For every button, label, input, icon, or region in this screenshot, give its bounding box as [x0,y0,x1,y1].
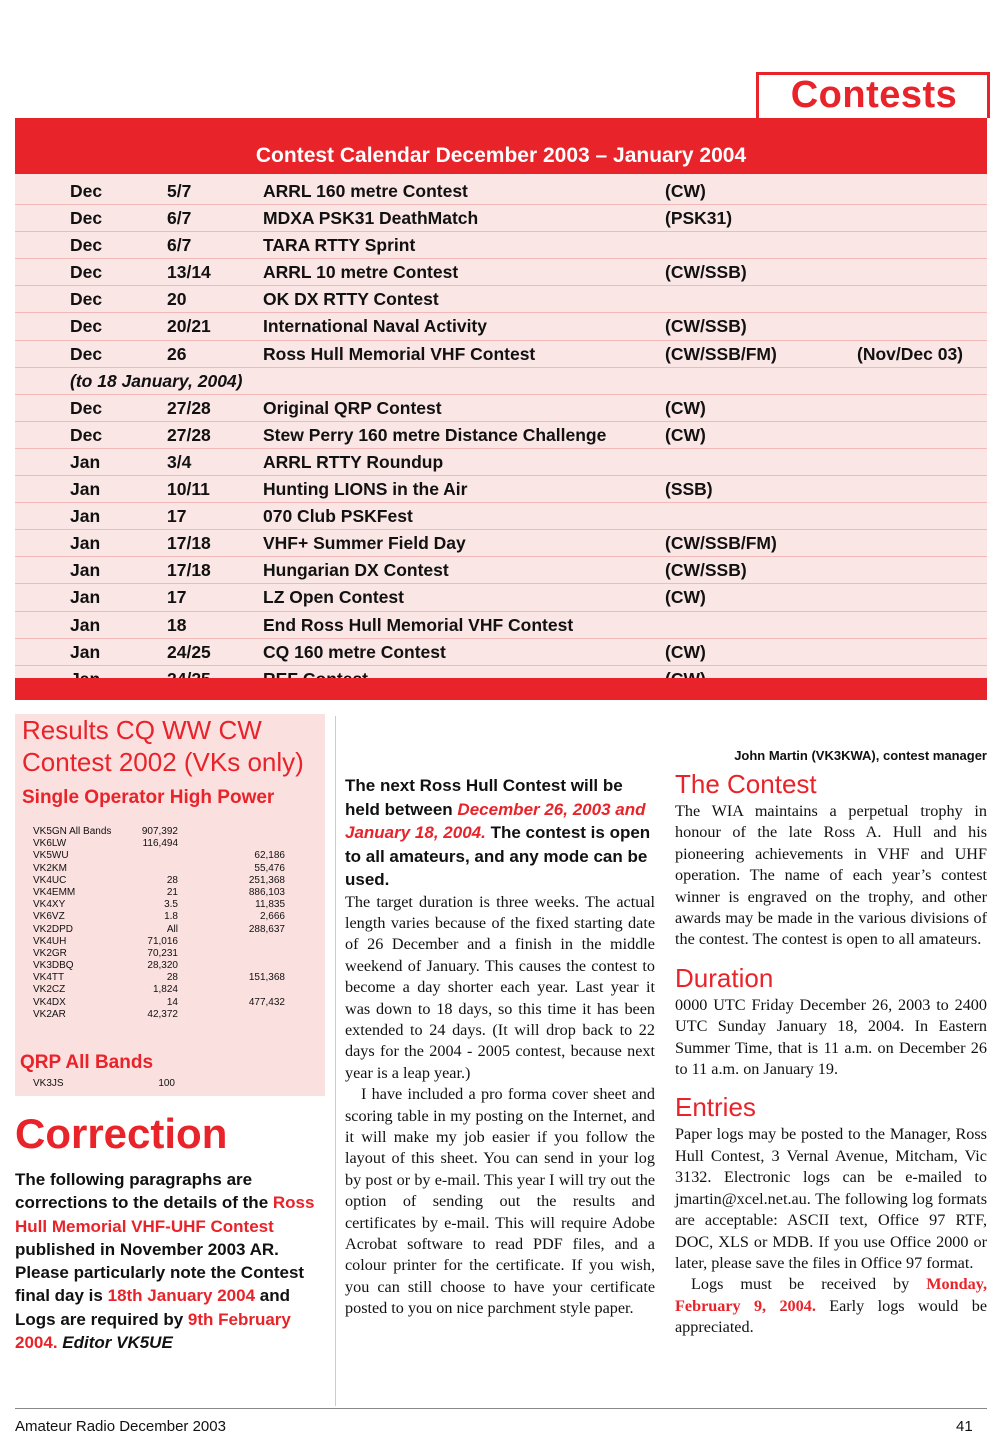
table-row [15,422,987,449]
callsign: VK2DPD [33,923,74,935]
results-qrp-table [33,1078,323,1090]
callsign: VK2AR [33,1008,66,1020]
callsign: VK6LW [33,838,67,850]
table-row [33,984,323,996]
table-row [33,899,323,911]
score: 11,835 [255,899,285,911]
table-row [15,286,987,313]
dates-cell: 13/14 [167,262,211,283]
callsign: VK5WU [33,850,69,862]
correction-contest-name: Ross Hull Memorial VHF-UHF Contest [15,1193,315,1236]
dates-cell: 20 [167,289,187,310]
entries-deadline: Monday, February 9, 2004. [675,1275,987,1315]
correction-text: and Logs are required by [15,1286,290,1329]
band-or-score: 14 [166,996,178,1008]
byline: John Martin (VK3KWA), contest manager [734,748,987,763]
results-table [33,826,323,1021]
mode-cell: (CW/SSB/FM) [665,343,777,364]
table-row [33,887,323,899]
results-subtitle-high-power: Single Operator High Power [22,787,275,808]
band-or-score: 71,016 [147,935,178,947]
band-or-score: 3.5 [164,899,178,911]
band-or-score: 42,372 [147,1008,178,1020]
table-row [15,503,987,530]
score: 886,103 [248,886,285,898]
heading-duration: Duration [675,962,774,993]
contest-name-cell: Hungarian DX Contest [263,560,449,581]
dates-cell: 26 [167,343,187,364]
score: 151,368 [248,972,285,984]
table-row [33,997,323,1009]
table-row [33,826,323,838]
extra-cell: (Nov/Dec 03) [857,343,964,364]
month-cell: Jan [70,479,101,500]
heading-the-contest: The Contest [675,769,817,799]
correction-final-day: 18th January 2004 [107,1286,256,1306]
table-row [15,530,987,557]
table-row [33,875,323,887]
contest-name-cell: ARRL 160 metre Contest [263,181,468,201]
contest-name-cell: ARRL RTTY Roundup [263,451,444,472]
band-or-score: 116,494 [142,838,178,850]
band-or-score: 28 [166,874,178,886]
entries-paragraph-2 [675,1274,987,1338]
lead-text: The contest is open to all amateurs, and any mode can be used. [345,823,651,889]
month-cell: Dec [70,235,103,256]
callsign: VK4EMM [33,886,76,898]
score: 288,637 [248,923,285,935]
calendar-footer-bar [15,678,987,700]
table-row [33,1009,323,1021]
table-row [33,948,323,960]
band-or-score: All [166,923,178,935]
month-cell: Jan [70,506,101,527]
results-subtitle-qrp: QRP All Bands [20,1052,154,1073]
entries-text: Early logs would be appreciated. [675,1296,988,1337]
contest-name-cell: Hunting LIONS in the Air [263,479,468,500]
score: 100 [158,1078,175,1089]
band-or-score: 28 [166,972,178,984]
callsign: VK4UH [33,935,67,947]
table-row [15,368,987,395]
table-row [15,476,987,503]
table-row [33,911,323,923]
contest-name-cell: Ross Hull Memorial VHF Contest [263,343,536,364]
month-cell: Dec [70,343,103,364]
callsign: VK3DBQ [33,960,74,972]
contest-name-cell: OK DX RTTY Contest [263,289,439,310]
results-title-line1: Results CQ WW CW [22,715,262,745]
band-or-score: 1,824 [152,984,178,996]
mode-cell: (CW) [665,397,706,418]
table-row [15,313,987,340]
month-cell: Jan [70,560,101,581]
contest-name-cell: LZ Open Contest [263,587,404,608]
contest-name-cell: ARRL 10 metre Contest [263,262,459,283]
calendar-note: (to 18 January, 2004) [70,370,243,391]
month-cell: Dec [70,289,103,310]
lead-dates: December 26, 2003 and January 18, 2004. [345,799,646,842]
dates-cell: 24/25 [167,641,211,662]
callsign: VK3JS [33,1078,64,1089]
dates-cell: 17 [167,506,187,527]
article-lead [345,774,655,892]
contest-name-cell: Stew Perry 160 metre Distance Challenge [263,424,607,445]
dates-cell: 5/7 [167,181,192,201]
footer-publication: Amateur Radio December 2003 [15,1418,226,1435]
contest-name-cell: MDXA PSK31 DeathMatch [263,208,479,229]
dates-cell: 3/4 [167,451,192,472]
band-or-score: 28,320 [147,960,178,972]
article-paragraph: The target duration is three weeks. The actual length varies because of the fixed starting date of 26 December and a finish in the middle weekend of January. This causes the contest to become a day shorter each year. Last year it was down to 18 days, so this time it has been extended to 24 days. (It will drop back to 22 days for the 2004 - 2005 contest, because next year is a leap year.) [345,892,655,1082]
table-row [15,205,987,232]
mode-cell: (CW/SSB) [665,316,747,337]
month-cell: Jan [70,587,101,608]
contest-name-cell: 070 Club PSKFest [263,506,413,527]
score: 477,432 [248,996,285,1008]
table-row [33,924,323,936]
correction-title: Correction [15,1110,228,1157]
dates-cell: 6/7 [167,235,192,256]
band-or-score: 70,231 [147,947,178,959]
dates-cell: 10/11 [167,479,210,500]
callsign: VK2CZ [33,984,66,996]
correction-log-date: 9th February 2004. [15,1309,291,1353]
month-cell: Jan [70,641,101,662]
month-cell: Dec [70,181,103,201]
contest-name-cell: International Naval Activity [263,316,487,337]
callsign: VK6VZ [33,911,65,923]
correction-text: The following paragraphs are corrections to the details of the [15,1170,269,1213]
contest-name-cell: TARA RTTY Sprint [263,235,416,256]
column-divider [335,716,336,1406]
table-row [15,612,987,639]
mode-cell: (CW) [665,587,706,608]
dates-cell: 18 [167,614,187,635]
mode-cell: (CW) [665,641,706,662]
callsign: VK5GN All Bands [33,826,112,837]
table-row [15,259,987,286]
dates-cell: 17/18 [167,560,211,581]
header-rule [15,118,987,138]
footer-rule [15,1408,987,1409]
table-row [15,584,987,611]
table-row [33,960,323,972]
score: 55,476 [254,862,285,874]
dates-cell: 17 [167,587,187,608]
callsign: VK4DX [33,996,66,1008]
table-row [15,557,987,584]
mode-cell: (PSK31) [665,208,733,229]
dates-cell: 27/28 [167,397,211,418]
duration-paragraph: 0000 UTC Friday December 26, 2003 to 2400 UTC Sunday January 18, 2004. In Eastern Summer Time, that is 11 a.m. on December 26 to 11 a.m. on January 19. [675,995,987,1079]
table-row [33,1078,323,1090]
mode-cell: (SSB) [665,479,713,500]
score: 251,368 [248,874,285,886]
correction-text: published in November 2003 AR. [15,1239,279,1259]
contest-paragraph: The WIA maintains a perpetual trophy in honour of the late Ross A. Hull and his pioneering achievements in VHF and UHF operation. The name of each year’s contest winner is engraved on the trophy, and other awards may be made in the various divisions of the contest. The contest is open to all amateurs. [675,802,987,949]
correction-text: Please particularly note the Contest final day is [15,1263,305,1306]
entries-paragraph: Paper logs may be posted to the Manager, Ross Hull Contest, 3 Vernal Avenue, Mitcham, Vic 3132. Electronic logs can be e-mailed to jmartin@xcel.net.au. The following log formats are acceptable: ASCII text, Office 97 RTF, DOC, XLS or MDB. If you use Office 2000 or later, please save the files in Office 97 format. [675,1125,987,1272]
callsign: VK4UC [33,874,67,886]
mode-cell: (CW) [665,424,706,445]
month-cell: Jan [70,451,101,472]
section-title: Contests [790,74,958,116]
month-cell: Jan [70,533,101,554]
score: 62,186 [254,850,285,862]
table-row [33,972,323,984]
calendar-table [15,178,987,693]
mode-cell: (CW/SSB) [665,262,747,283]
results-title-line2: Contest 2002 (VKs only) [22,747,304,777]
table-row [15,395,987,422]
results-heading [22,714,322,814]
table-row [15,639,987,666]
month-cell: Dec [70,262,103,283]
contest-name-cell: CQ 160 metre Contest [263,641,446,662]
heading-entries: Entries [675,1092,756,1123]
lead-text: The next Ross Hull Contest will be held between [345,776,623,819]
contest-name-cell: Original QRP Contest [263,397,442,418]
table-row [33,936,323,948]
mode-cell: (CW/SSB) [665,560,747,581]
callsign: VK2KM [33,862,67,874]
band-or-score: 21 [166,886,178,898]
page-number: 41 [956,1418,973,1435]
mode-cell: (CW/SSB/FM) [665,533,777,554]
table-row [33,863,323,875]
table-row [33,850,323,862]
contest-name-cell: End Ross Hull Memorial VHF Contest [263,614,574,635]
callsign: VK4XY [33,899,66,911]
dates-cell: 27/28 [167,424,211,445]
article-paragraph: I have included a pro forma cover sheet and scoring table in my posting on the Internet, and it will make my job easier if you follow the layout of this sheet. You can send in your log by post or by e-mail. This year I will try out the option of sending out the results and certificates by e-mail. This will require Adobe Acrobat software to read PDF files, and a colour printer for the certificate. If you wish, you can still choose to have your certificate posted to you on nice parchment style paper. [345,1085,655,1318]
month-cell: Dec [70,397,103,418]
month-cell: Dec [70,208,103,229]
callsign: VK4TT [33,972,65,984]
table-row [15,341,987,368]
calendar-title: Contest Calendar December 2003 – January 2004 [15,138,987,174]
article-column-2 [345,774,655,1320]
entries-text: Logs must be received by [691,1275,910,1294]
correction-body [15,1168,315,1354]
month-cell: Jan [70,614,101,635]
table-row [15,449,987,476]
table-row [33,838,323,850]
band-or-score: 1.8 [164,911,178,923]
contest-name-cell: VHF+ Summer Field Day [263,533,466,554]
month-cell: Dec [70,424,103,445]
mode-cell: (CW) [665,181,706,201]
score: 2,666 [259,911,285,923]
table-row [15,232,987,259]
band-or-score: 907,392 [141,826,178,837]
callsign: VK2GR [33,947,67,959]
dates-cell: 6/7 [167,208,192,229]
article-column-3 [675,748,987,1339]
dates-cell: 17/18 [167,533,211,554]
dates-cell: 20/21 [167,316,211,337]
correction-editor: Editor VK5UE [62,1333,173,1353]
table-row [15,178,987,205]
month-cell: Dec [70,316,103,337]
